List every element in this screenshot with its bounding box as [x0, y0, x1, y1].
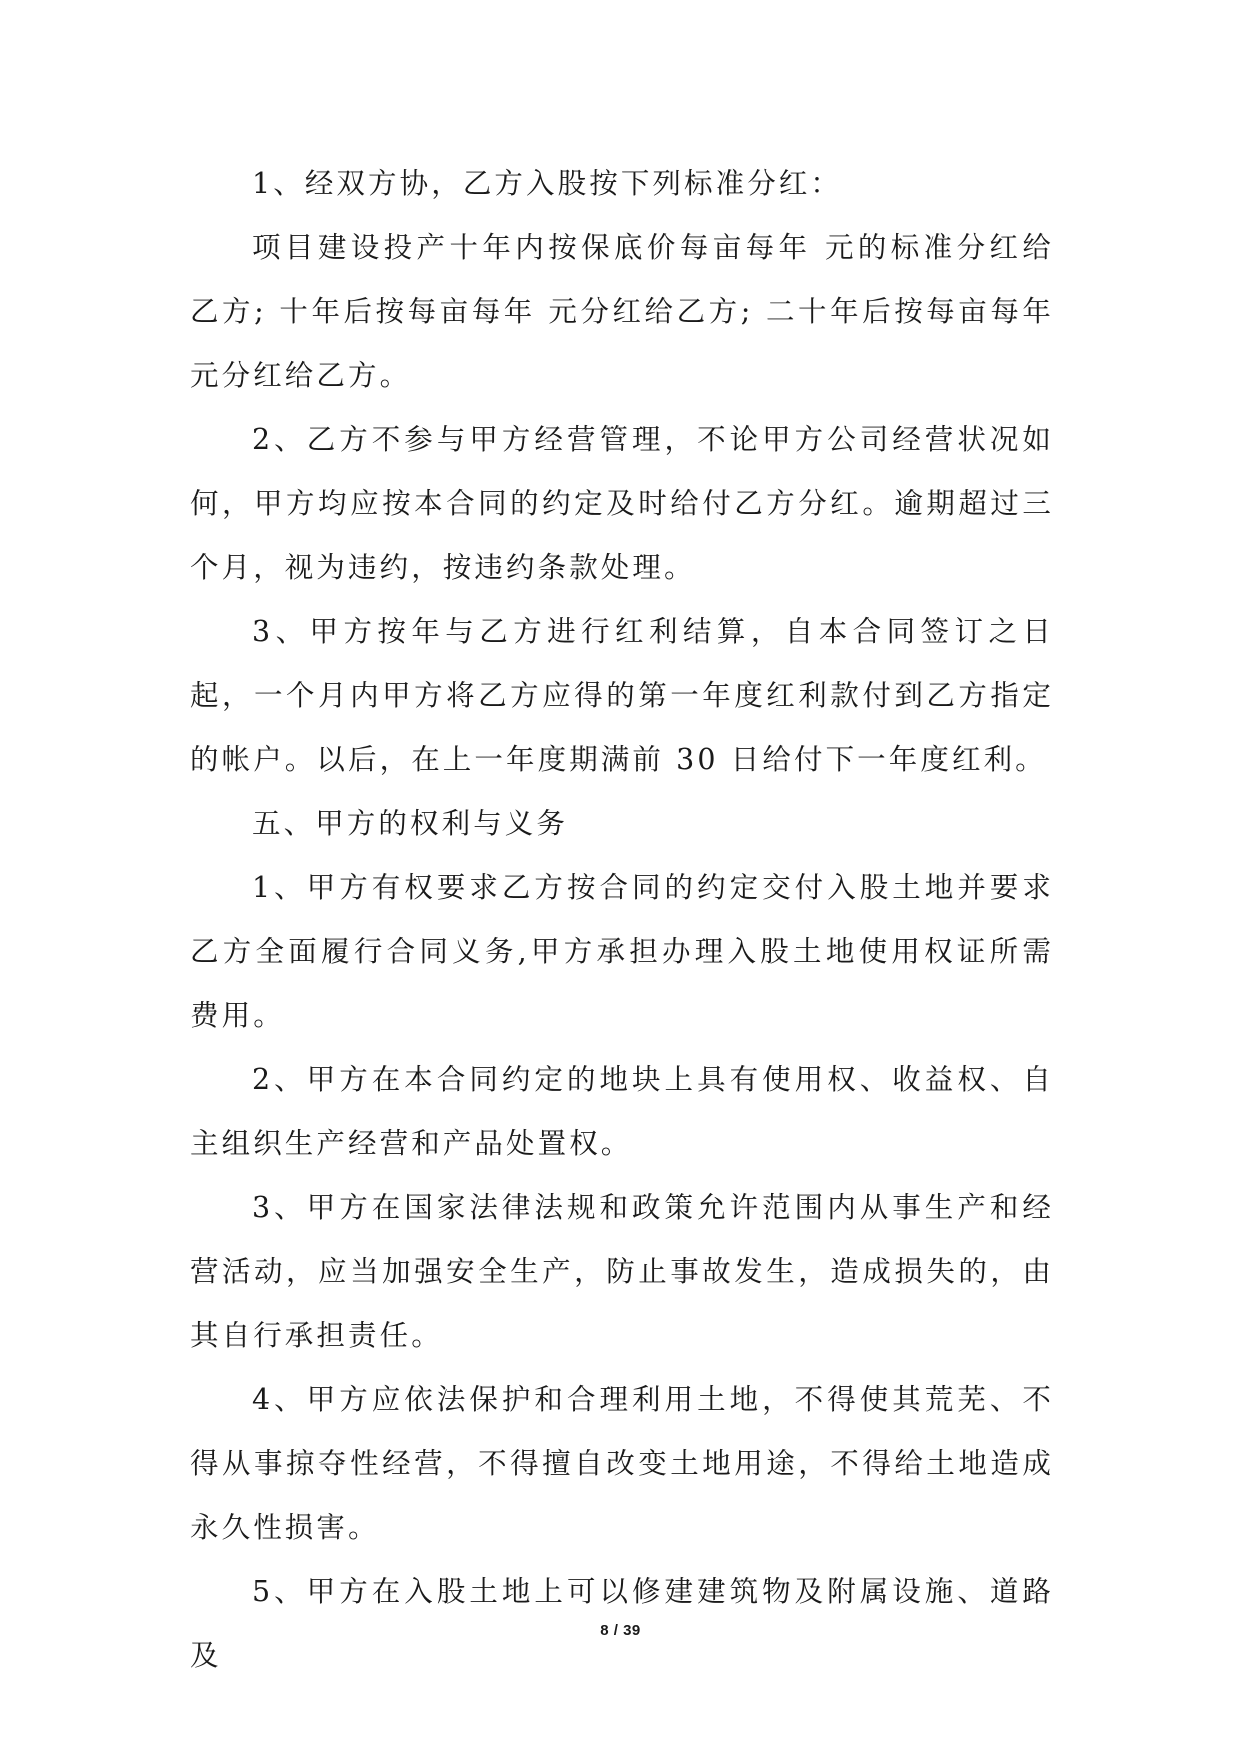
paragraph-right-3: 3、甲方在国家法律法规和政策允许范围内从事生产和经营活动，应当加强安全生产，防止事故发生，造成损失的，由其自行承担责任。	[190, 1191, 1054, 1352]
paragraph-annual-settlement: 3、甲方按年与乙方进行红利结算，自本合同签订之日起，一个月内甲方将乙方应得的第一年度红利款付到乙方指定的帐户。以后，在上一年度期满前 30 日给付下一年度红利。	[190, 615, 1054, 776]
paragraph-dividend-standard: 项目建设投产十年内按保底价每亩每年 元的标准分红给乙方; 十年后按每亩每年 元分红给乙方; 二十年后按每亩每年 元分红给乙方。	[190, 231, 1054, 392]
paragraph-right-2: 2、甲方在本合同约定的地块上具有使用权、收益权、自主组织生产经营和产品处置权。	[190, 1063, 1054, 1160]
document-body	[190, 152, 1054, 1688]
section-heading-party-a-rights: 五、甲方的权利与义务	[252, 807, 569, 840]
paragraph-right-1: 1、甲方有权要求乙方按合同的约定交付入股土地并要求乙方全面履行合同义务,甲方承担办理入股土地使用权证所需费用。	[190, 871, 1054, 1032]
paragraph-right-4: 4、甲方应依法保护和合理利用土地，不得使其荒芜、不得从事掠夺性经营，不得擅自改变土地用途，不得给土地造成永久性损害。	[190, 1383, 1054, 1544]
page-number: 8 / 39	[600, 1622, 641, 1639]
paragraph-right-5: 5、甲方在入股土地上可以修建建筑物及附属设施、道路及	[190, 1575, 1054, 1672]
paragraph-dividend-agreement: 1、经双方协，乙方入股按下列标准分红：	[252, 167, 843, 200]
paragraph-no-management: 2、乙方不参与甲方经营管理，不论甲方公司经营状况如何，甲方均应按本合同的约定及时给付乙方分红。逾期超过三个月，视为违约，按违约条款处理。	[190, 423, 1054, 584]
